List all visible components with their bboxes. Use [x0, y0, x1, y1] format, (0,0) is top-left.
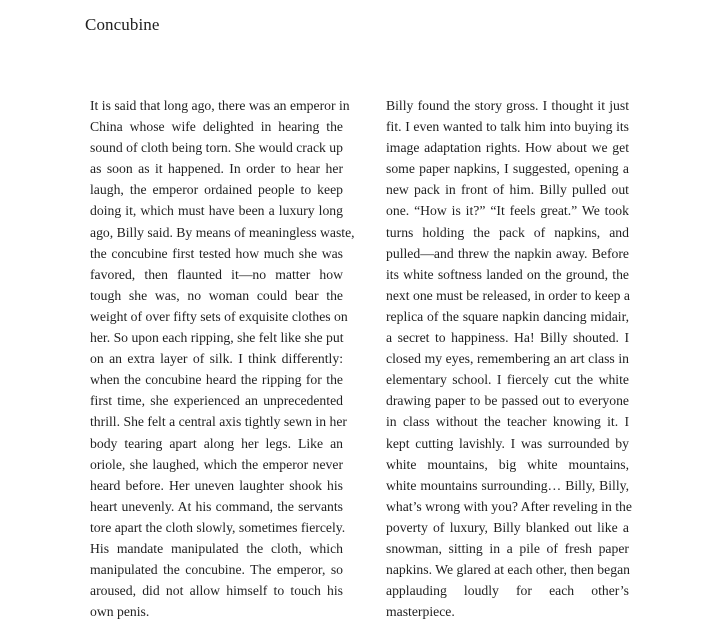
text-line: in class without the teacher knowing it. I [386, 414, 629, 430]
text-line: snowman, sitting in a pile of fresh paper [386, 540, 629, 556]
text-line: first time, she experienced an unprecedented [90, 393, 343, 409]
text-line: Billy found the story gross. I thought it just [386, 98, 629, 113]
text-line: It is said that long ago, there was an emperor in [90, 98, 350, 113]
text-line: ago, Billy said. By means of meaningless waste, [90, 224, 355, 240]
text-line: when the concubine heard the ripping for the [90, 372, 343, 388]
text-line: image adaptation rights. How about we get [386, 140, 629, 156]
text-line: elementary school. I fiercely cut the white [386, 372, 629, 388]
text-line: China whose wife delighted in hearing the [90, 119, 343, 135]
text-line: tough she was, no woman could bear the [90, 287, 343, 303]
text-line: weight of over fifty sets of exquisite clothes on [90, 308, 348, 324]
text-line: tore apart the cloth slowly, sometimes fiercely. [90, 519, 346, 535]
text-line: body tearing apart along her legs. Like an [90, 435, 343, 451]
text-line: fit. I even wanted to talk him into buying its [386, 119, 629, 135]
text-line: oriole, she laughed, which the emperor never [90, 456, 343, 472]
text-line: doing it, which must have been a luxury long [90, 203, 343, 219]
page-title: Concubine [85, 15, 160, 34]
text-line: closed my eyes, remembering an art class in [386, 351, 629, 367]
text-line: next one must be released, in order to keep a [386, 287, 631, 303]
text-line: some paper napkins, I suggested, opening a [386, 161, 629, 177]
text-line: drawing paper to be passed out to everyone [386, 393, 629, 409]
text-line: own penis. [90, 604, 150, 620]
text-line: white mountains, big white mountains, [386, 456, 629, 472]
text-line: kept cutting lavishly. I was surrounded by [386, 435, 629, 451]
text-line: heard before. Her uneven laughter shook his [90, 477, 343, 493]
text-line: aroused, did not allow himself to touch his [90, 583, 343, 599]
right-text-column [386, 95, 632, 622]
left-text-column [90, 95, 355, 622]
text-line: manipulated the concubine. The emperor, so [90, 562, 343, 578]
text-line: on an extra layer of silk. I think differently: [90, 351, 343, 367]
text-line: favored, then flaunted it—no matter how [90, 266, 343, 282]
text-line: white mountains surrounding… Billy, Billy, [386, 477, 629, 493]
text-line: napkins. We glared at each other, then began [386, 562, 630, 578]
text-line: pulled—and threw the napkin away. Before [386, 245, 629, 261]
text-line: her. So upon each ripping, she felt like she put [90, 330, 344, 346]
text-line: replica of the square napkin dancing midair, [386, 308, 629, 324]
text-line: one. “How is it?” “It feels great.” We took [386, 203, 629, 219]
text-line: laugh, the emperor ordained people to keep [90, 182, 343, 198]
text-line: His mandate manipulated the cloth, which [90, 540, 343, 556]
text-line: as soon as it happened. In order to hear her [90, 161, 343, 177]
text-line: heart unevenly. At his command, the servants [90, 498, 343, 514]
text-line: thrill. She felt a central axis tightly sewn in her [90, 414, 347, 430]
text-line: sound of cloth being torn. She would crack up [90, 140, 343, 156]
text-line: what’s wrong with you? After reveling in the [386, 498, 632, 514]
text-line: poverty of luxury, Billy blanked out like a [386, 519, 629, 535]
text-line: the concubine first tested how much she was [90, 245, 343, 261]
text-line: turns holding the pack of napkins, and [386, 224, 629, 240]
text-line: a secret to happiness. Ha! Billy shouted. I [386, 330, 629, 346]
text-line: its white softness landed on the ground, the [386, 266, 629, 282]
text-line: applauding loudly for each other’s [386, 583, 629, 599]
text-line: masterpiece. [386, 604, 455, 620]
text-line: new pack in front of him. Billy pulled out [386, 182, 629, 198]
